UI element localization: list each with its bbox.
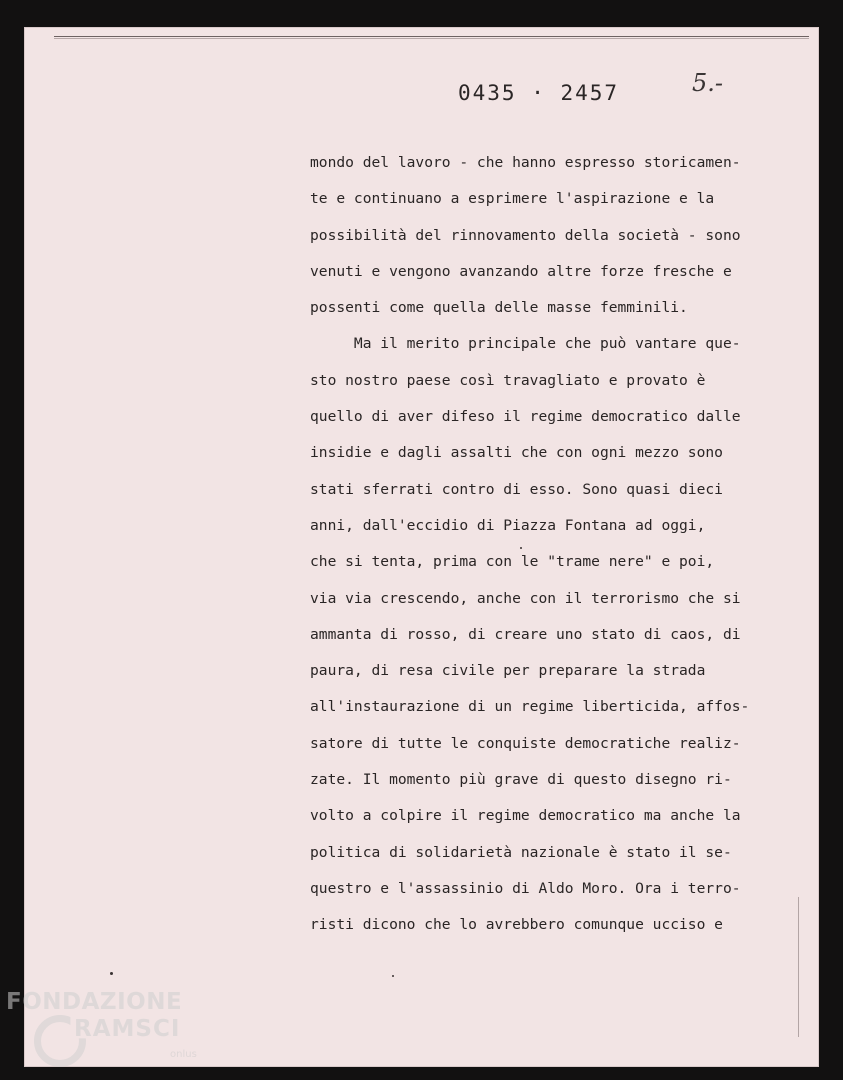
text-line: satore di tutte le conquiste democratiche realiz- [310, 734, 741, 752]
archive-number: 0435 · 2457 [458, 81, 620, 105]
text-line: all'instaurazione di un regime liberticida, affos- [310, 698, 750, 716]
text-line: anni, dall'eccidio di Piazza Fontana ad oggi, [310, 516, 706, 534]
text-line: paura, di resa civile per preparare la strada [310, 662, 706, 680]
text-line: Ma il merito principale che può vantare que- [310, 335, 741, 353]
text-line: questro e l'assassinio di Aldo Moro. Ora i terro- [310, 879, 741, 897]
text-line: mondo del lavoro - che hanno espresso storicamen- [310, 154, 741, 171]
text-line: stati sferrati contro di esso. Sono quasi dieci [310, 480, 723, 498]
text-line: risti dicono che lo avrebbero comunque ucciso e [310, 916, 723, 934]
text-line: venuti e vengono avanzando altre forze fresche e [310, 262, 732, 280]
page-edge-line [798, 897, 799, 1037]
ink-speck [520, 547, 522, 549]
text-line: politica di solidarietà nazionale è stato il se- [310, 843, 732, 861]
text-line: te e continuano a esprimere l'aspirazione e la [310, 190, 715, 208]
top-rule-shadow [54, 38, 809, 39]
text-line: zate. Il momento più grave di questo disegno ri- [310, 771, 732, 789]
text-line: possenti come quella delle masse femminili. [310, 299, 688, 317]
text-line: via via crescendo, anche con il terrorismo che si [310, 589, 741, 607]
text-line: sto nostro paese così travagliato e provato è [310, 371, 706, 389]
text-line: possibilità del rinnovamento della società - sono [310, 226, 741, 244]
ink-speck [110, 972, 113, 975]
watermark-line1: FONDAZIONE [6, 989, 183, 1015]
watermark-suffix: onlus [170, 1049, 197, 1060]
ink-speck [392, 975, 394, 977]
page-number: 5.- [692, 69, 724, 97]
typewritten-body [310, 145, 790, 944]
watermark-line2: RAMSCI [74, 1016, 181, 1042]
text-line: quello di aver difeso il regime democratico dalle [310, 408, 741, 426]
text-line: insidie e dagli assalti che con ogni mezzo sono [310, 444, 723, 462]
text-line: che si tenta, prima con le "trame nere" e poi, [310, 553, 715, 571]
top-rule [54, 36, 809, 37]
document-page [24, 27, 819, 1067]
text-line: volto a colpire il regime democratico ma anche la [310, 807, 741, 825]
watermark-logo [0, 985, 220, 1080]
text-line: ammanta di rosso, di creare uno stato di caos, di [310, 625, 741, 643]
